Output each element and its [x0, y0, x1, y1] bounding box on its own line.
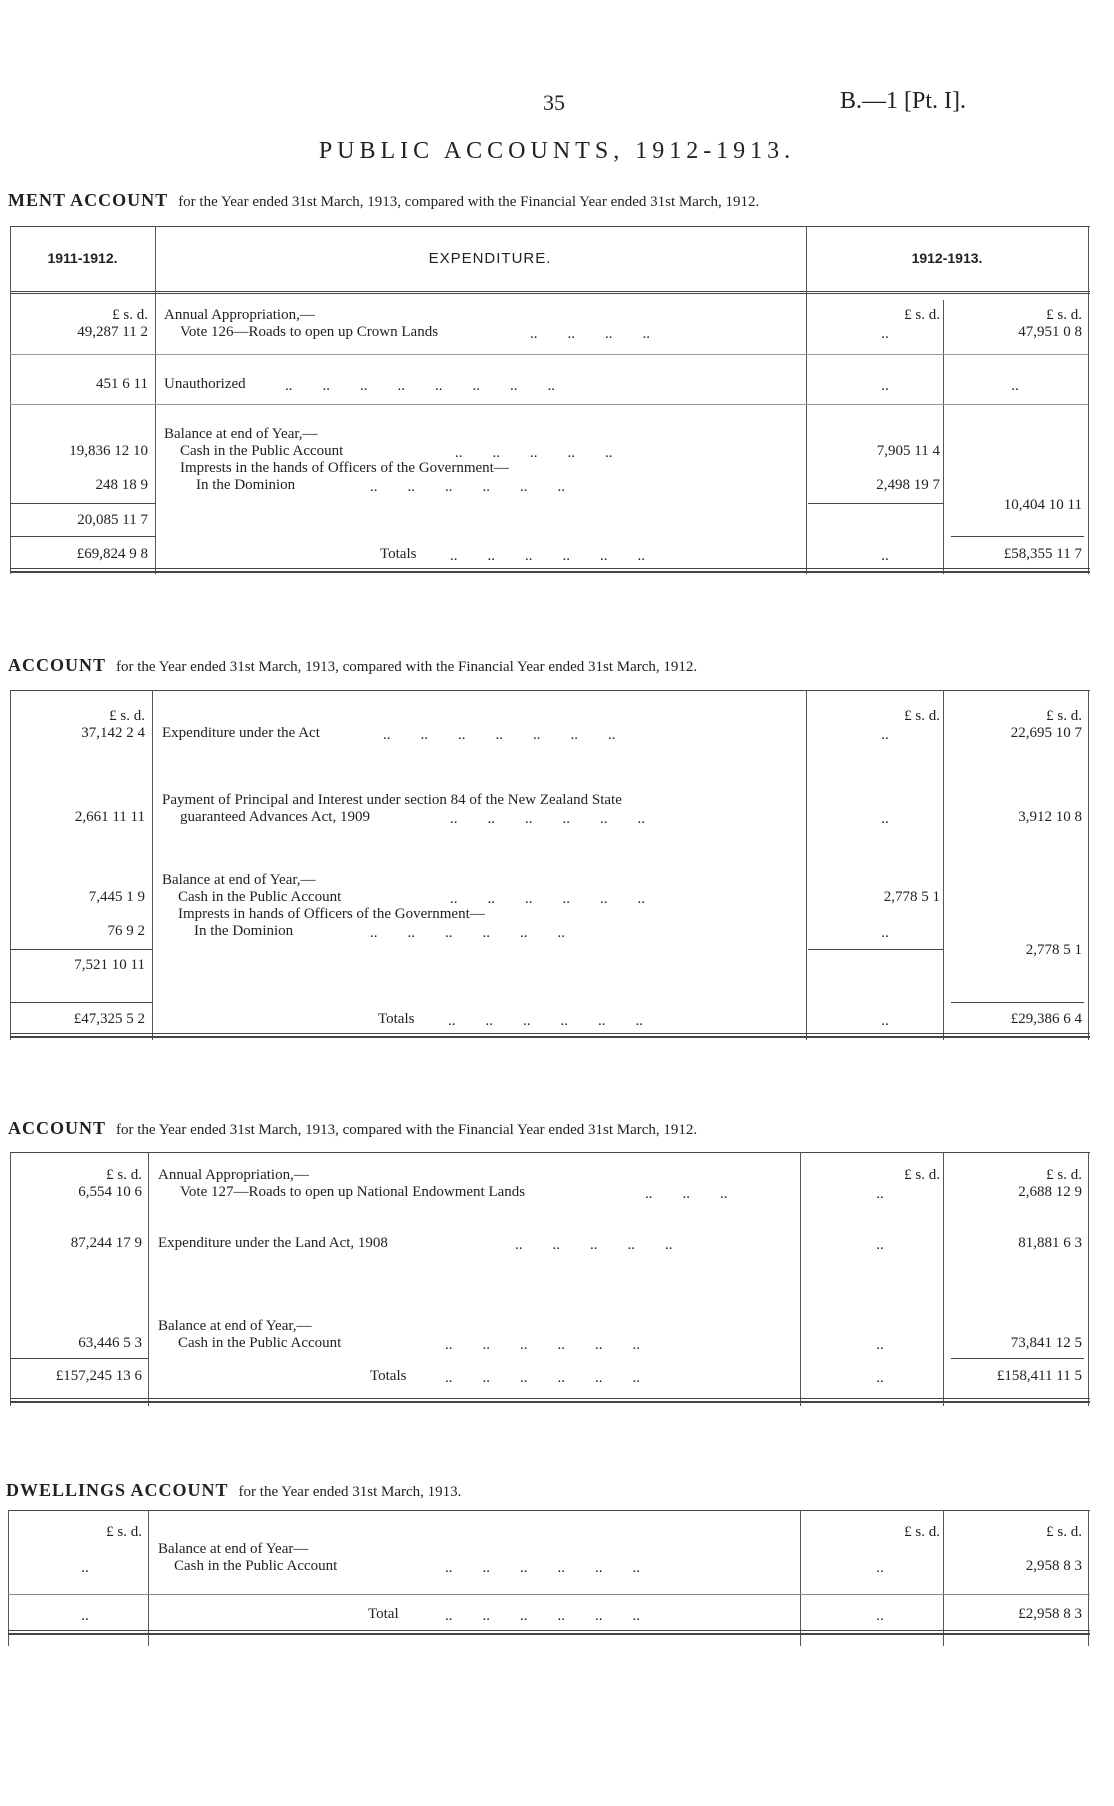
land-act-curr: 81,881 6 3 [1018, 1235, 1082, 1251]
imprests-label: Imprests in hands of Officers of the Government— [178, 906, 485, 922]
section2-heading-bold: ACCOUNT [8, 655, 107, 675]
totals-prev: £157,245 13 6 [55, 1368, 142, 1384]
section3-heading [8, 1118, 697, 1139]
page-title: PUBLIC ACCOUNTS, 1912-1913. [318, 138, 796, 164]
cash-mid: 7,905 11 4 [876, 443, 940, 459]
total-label: Total [368, 1606, 399, 1622]
total-mid: .. [876, 1608, 884, 1624]
balance-total-curr: 2,778 5 1 [1025, 942, 1082, 958]
cash-curr: 2,958 8 3 [1025, 1558, 1082, 1574]
cash-label: Cash in the Public Account [180, 443, 344, 459]
balance-total-curr: 10,404 10 11 [1003, 497, 1082, 513]
dominion-label: In the Dominion [196, 477, 296, 493]
totals-curr: £158,411 11 5 [996, 1368, 1082, 1384]
cash-prev: 7,445 1 9 [88, 889, 145, 905]
vote126-curr: 47,951 0 8 [1018, 324, 1082, 340]
dominion-prev: 76 9 2 [107, 923, 145, 939]
cash-label: Cash in the Public Account [178, 889, 342, 905]
total-prev: .. [81, 1608, 89, 1624]
section4-heading-bold: DWELLINGS ACCOUNT [6, 1480, 229, 1500]
unauthorized-curr: .. [1011, 378, 1019, 394]
totals-curr: £58,355 11 7 [1003, 546, 1082, 562]
unauthorized-mid: .. [881, 378, 889, 394]
leader-dots: .. .. .. .. [530, 326, 650, 342]
totals-mid: .. [876, 1370, 884, 1386]
leader-dots: .. .. .. .. .. .. .. .. [285, 378, 555, 394]
document-reference: B.—1 [Pt. I]. [840, 88, 966, 114]
leader-dots: .. .. .. .. .. [515, 1237, 673, 1253]
appropriation-label: Annual Appropriation,— [158, 1167, 309, 1183]
exp-prev: 37,142 2 4 [81, 725, 145, 741]
leader-dots: .. .. .. [645, 1186, 728, 1202]
totals-prev: £69,824 9 8 [76, 546, 148, 562]
lsd-head-curr: £ s. d. [1046, 708, 1082, 724]
unauthorized-label: Unauthorized [164, 376, 246, 392]
section4-heading-rest: for the Year ended 31st March, 1913. [238, 1484, 462, 1500]
col-prev-year: 1911-1912. [47, 250, 118, 266]
lsd-head-prev: £ s. d. [109, 708, 145, 724]
land-act-prev: 87,244 17 9 [70, 1235, 142, 1251]
lsd-head-prev: £ s. d. [106, 1524, 142, 1540]
vote126-prev: 49,287 11 2 [77, 324, 148, 340]
payment-prev: 2,661 11 11 [74, 809, 145, 825]
leader-dots: .. .. .. .. .. .. [450, 548, 645, 564]
lsd-head-prev: £ s. d. [106, 1167, 142, 1183]
exp-curr: 22,695 10 7 [1010, 725, 1082, 741]
leader-dots: .. .. .. .. .. .. [450, 811, 645, 827]
balance-total-prev: 7,521 10 11 [74, 957, 145, 973]
leader-dots: .. .. .. .. .. [455, 445, 613, 461]
cash-mid: .. [876, 1337, 884, 1353]
section2-heading-rest: for the Year ended 31st March, 1913, compared with the Financial Year ended 31st March, 1912. [116, 659, 698, 675]
section2-heading [8, 655, 697, 676]
lsd-head-curr: £ s. d. [1046, 1167, 1082, 1183]
cash-label: Cash in the Public Account [178, 1335, 342, 1351]
vote127-curr: 2,688 12 9 [1018, 1184, 1082, 1200]
exp-label: Expenditure under the Act [162, 725, 320, 741]
totals-prev: £47,325 5 2 [73, 1011, 145, 1027]
totals-label: Totals [380, 546, 417, 562]
col-curr-year: 1912-1913. [911, 250, 983, 266]
cash-prev: .. [81, 1560, 89, 1576]
page-number: 35 [543, 90, 565, 115]
cash-label: Cash in the Public Account [174, 1558, 338, 1574]
dominion-mid: .. [881, 925, 889, 941]
leader-dots: .. .. .. .. .. .. .. [383, 727, 616, 743]
appropriation-label: Annual Appropriation,— [164, 307, 315, 323]
dominion-prev: 248 18 9 [95, 477, 148, 493]
dominion-label: In the Dominion [194, 923, 294, 939]
totals-label: Totals [378, 1011, 415, 1027]
lsd-head-curr: £ s. d. [1046, 1524, 1082, 1540]
leader-dots: .. .. .. .. .. .. [370, 479, 565, 495]
vote127-mid: .. [876, 1186, 884, 1202]
balance-label: Balance at end of Year— [158, 1541, 309, 1557]
leader-dots: .. .. .. .. .. .. [370, 925, 565, 941]
vote126-mid: .. [881, 326, 889, 342]
lsd-head-mid: £ s. d. [904, 307, 940, 323]
exp-mid: .. [881, 727, 889, 743]
vote127-prev: 6,554 10 6 [78, 1184, 142, 1200]
balance-total-prev: 20,085 11 7 [77, 512, 148, 528]
balance-label: Balance at end of Year,— [164, 426, 318, 442]
section1-heading-rest: for the Year ended 31st March, 1913, compared with the Financial Year ended 31st March, 1912. [178, 194, 760, 210]
land-act-label: Expenditure under the Land Act, 1908 [158, 1235, 388, 1251]
leader-dots: .. .. .. .. .. .. [445, 1337, 640, 1353]
totals-label: Totals [370, 1368, 407, 1384]
totals-mid: .. [881, 548, 889, 564]
cash-mid: 2,778 5 1 [883, 889, 940, 905]
totals-curr: £29,386 6 4 [1010, 1011, 1082, 1027]
land-act-mid: .. [876, 1237, 884, 1253]
leader-dots: .. .. .. .. .. .. [450, 891, 645, 907]
section3-heading-rest: for the Year ended 31st March, 1913, compared with the Financial Year ended 31st March, 1912. [116, 1122, 698, 1138]
lsd-head-prev: £ s. d. [112, 307, 148, 323]
lsd-head-mid: £ s. d. [904, 1167, 940, 1183]
section1-heading [8, 190, 759, 211]
dominion-mid: 2,498 19 7 [876, 477, 940, 493]
vote126-label: Vote 126—Roads to open up Crown Lands [180, 324, 439, 340]
total-curr: £2,958 8 3 [1018, 1606, 1082, 1622]
col-expenditure: EXPENDITURE. [428, 250, 552, 267]
unauthorized-prev: 451 6 11 [96, 376, 148, 392]
totals-mid: .. [881, 1013, 889, 1029]
payment-label-1: Payment of Principal and Interest under section 84 of the New Zealand State [162, 792, 622, 808]
leader-dots: .. .. .. .. .. .. [445, 1370, 640, 1386]
leader-dots: .. .. .. .. .. .. [445, 1560, 640, 1576]
payment-label-2: guaranteed Advances Act, 1909 [180, 809, 370, 825]
section1-heading-bold: MENT ACCOUNT [8, 190, 169, 210]
cash-prev: 19,836 12 10 [69, 443, 148, 459]
cash-mid: .. [876, 1560, 884, 1576]
section3-heading-bold: ACCOUNT [8, 1118, 107, 1138]
lsd-head-curr: £ s. d. [1046, 307, 1082, 323]
cash-curr: 73,841 12 5 [1010, 1335, 1082, 1351]
cash-prev: 63,446 5 3 [78, 1335, 142, 1351]
balance-label: Balance at end of Year,— [158, 1318, 312, 1334]
balance-label: Balance at end of Year,— [162, 872, 316, 888]
payment-mid: .. [881, 811, 889, 827]
payment-curr: 3,912 10 8 [1018, 809, 1082, 825]
vote127-label: Vote 127—Roads to open up National Endowment Lands [180, 1184, 526, 1200]
imprests-label: Imprests in the hands of Officers of the Government— [180, 460, 509, 476]
leader-dots: .. .. .. .. .. .. [448, 1013, 643, 1029]
lsd-head-mid: £ s. d. [904, 708, 940, 724]
leader-dots: .. .. .. .. .. .. [445, 1608, 640, 1624]
lsd-head-mid: £ s. d. [904, 1524, 940, 1540]
section4-heading [6, 1480, 461, 1501]
